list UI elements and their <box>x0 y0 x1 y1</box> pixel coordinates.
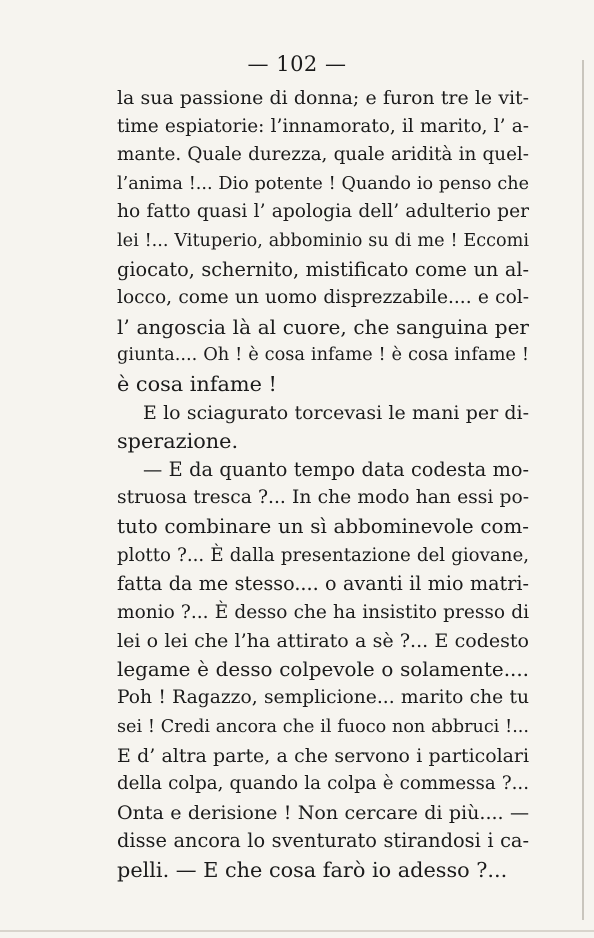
page-edge-shadow <box>582 60 584 920</box>
page-bottom-edge <box>0 930 594 932</box>
page-number: — 102 — <box>247 52 347 76</box>
text-line: legame è desso colpevole o solamente.... <box>117 657 529 681</box>
text-line: pelli. — E che cosa farò io adesso ?... <box>117 858 508 883</box>
text-line: fatta da me stesso.... o avanti il mio matri- <box>117 572 529 596</box>
text-line: giocato, schernito, mistificato come un al- <box>117 257 529 281</box>
text-line: la sua passione di donna; e furon tre le vit- <box>117 87 529 109</box>
text-line: E d’ altra parte, a che servono i particolari <box>117 744 529 767</box>
text-line: ho fatto quasi l’ apologia dell’ adulterio per <box>117 201 529 223</box>
body-text <box>117 84 529 885</box>
text-line: lei !... Vituperio, abbominio su di me ! Eccomi <box>117 230 529 251</box>
text-line: locco, come un uomo disprezzabile.... e col- <box>117 287 529 309</box>
text-line: monio ?... È desso che ha insistito presso di <box>117 601 529 623</box>
text-line: l’ angoscia là al cuore, che sanguina per <box>117 314 529 339</box>
text-line: plotto ?... È dalla presentazione del giovane, <box>117 544 529 566</box>
text-line: l’anima !... Dio potente ! Quando io penso che <box>117 173 529 194</box>
text-line: della colpa, quando la colpa è commessa ?... <box>117 773 529 795</box>
text-line: giunta.... Oh ! è cosa infame ! è cosa infame ! <box>117 344 529 366</box>
text-line: sperazione. <box>117 429 239 454</box>
text-line: — E da quanto tempo data codesta mo- <box>143 457 529 481</box>
text-line: lei o lei che l’ha attirato a sè ?... E codesto <box>117 630 529 653</box>
text-line: è cosa infame ! <box>117 371 277 396</box>
text-line: disse ancora lo sventurato stirandosi i ca- <box>117 829 529 853</box>
text-line: sei ! Credi ancora che il fuoco non abbruci !... <box>117 717 529 738</box>
text-line: time espiatorie: l’innamorato, il marito, l’ a- <box>117 115 529 137</box>
text-line: Poh ! Ragazzo, semplicione... marito che tu <box>117 687 529 709</box>
text-line: struosa tresca ?... In che modo han essi po- <box>117 487 529 509</box>
text-line: tuto combinare un sì abbominevole com- <box>117 514 529 538</box>
text-line: E lo sciagurato torcevasi le mani per di- <box>143 401 529 424</box>
text-line: Onta e derisione ! Non cercare di più.... — <box>117 801 529 824</box>
text-line: mante. Quale durezza, quale aridità in quel- <box>117 144 529 166</box>
